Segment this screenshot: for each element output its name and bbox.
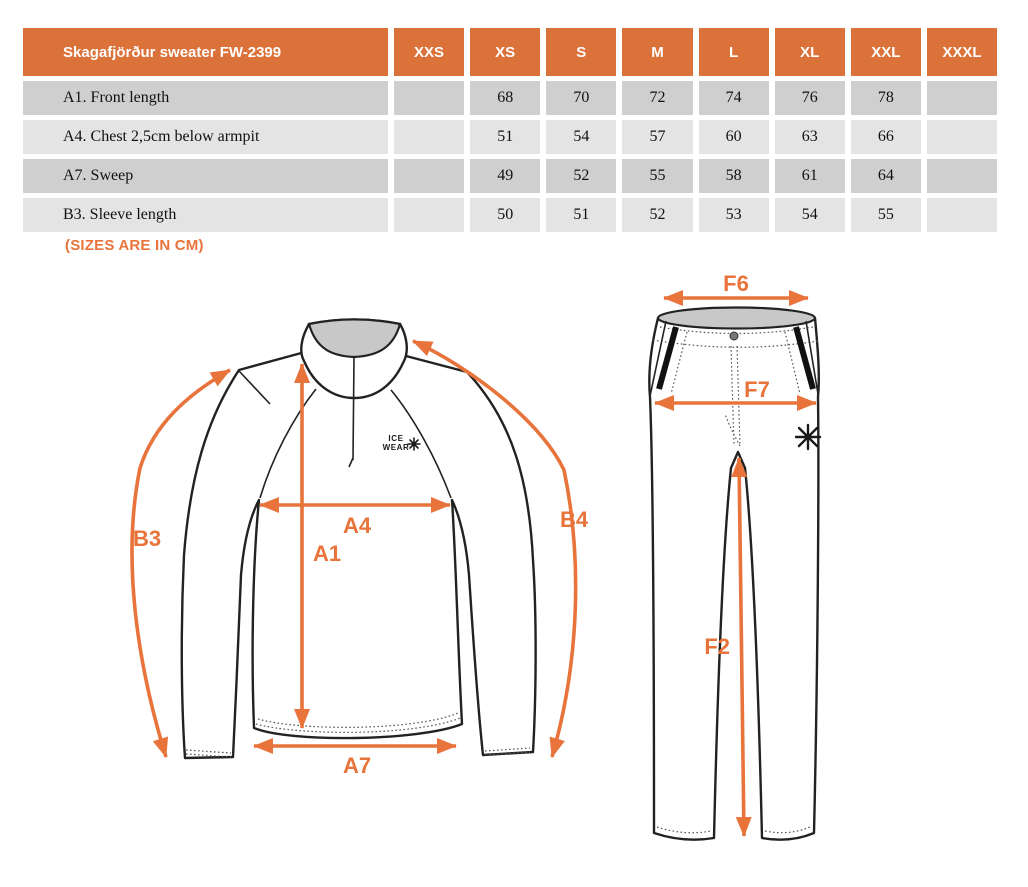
sweater-body-outline bbox=[182, 351, 536, 758]
row-label: A7. Sweep bbox=[23, 159, 388, 193]
cell: 51 bbox=[470, 120, 540, 154]
label-b3: B3 bbox=[132, 526, 162, 551]
cell: 55 bbox=[851, 198, 921, 232]
cell: 50 bbox=[470, 198, 540, 232]
cell: 57 bbox=[622, 120, 692, 154]
col-header-l: L bbox=[699, 28, 769, 76]
pants-body-outline bbox=[649, 318, 819, 840]
snowflake-icon bbox=[796, 425, 820, 449]
pants-diagram bbox=[649, 271, 820, 840]
label-f7: F7 bbox=[744, 377, 770, 402]
cell: 55 bbox=[622, 159, 692, 193]
waistband-top bbox=[658, 308, 815, 329]
cell: 68 bbox=[470, 81, 540, 115]
cell: 51 bbox=[546, 198, 616, 232]
cell: 63 bbox=[775, 120, 845, 154]
label-a7: A7 bbox=[342, 753, 372, 778]
brand-logo-text: WEAR bbox=[382, 443, 410, 452]
brand-logo-text: ICE bbox=[388, 434, 404, 443]
cell: 58 bbox=[699, 159, 769, 193]
cell: 70 bbox=[546, 81, 616, 115]
snowflake-icon bbox=[408, 438, 420, 450]
cell: 74 bbox=[699, 81, 769, 115]
label-f6: F6 bbox=[723, 271, 749, 296]
label-a1: A1 bbox=[313, 541, 342, 566]
label-a4: A4 bbox=[342, 513, 372, 538]
cell: 53 bbox=[699, 198, 769, 232]
cell: 52 bbox=[622, 198, 692, 232]
cell: 78 bbox=[851, 81, 921, 115]
cell: 76 bbox=[775, 81, 845, 115]
label-f2: F2 bbox=[704, 634, 730, 659]
row-label: A4. Chest 2,5cm below armpit bbox=[23, 120, 388, 154]
row-label: B3. Sleeve length bbox=[23, 198, 388, 232]
waist-button bbox=[730, 332, 738, 340]
sizes-note: (SIZES ARE IN CM) bbox=[65, 237, 204, 254]
cell: 54 bbox=[775, 198, 845, 232]
cell: 66 bbox=[851, 120, 921, 154]
arrow-f2 bbox=[739, 458, 744, 836]
label-b4: B4 bbox=[559, 507, 589, 532]
row-label: A1. Front length bbox=[23, 81, 388, 115]
table-title: Skagafjörður sweater FW-2399 bbox=[23, 28, 388, 76]
col-header-xxxl: XXXL bbox=[927, 28, 997, 76]
col-header-xxs: XXS bbox=[394, 28, 464, 76]
col-header-xxl: XXL bbox=[851, 28, 921, 76]
col-header-m: M bbox=[622, 28, 692, 76]
cell: 52 bbox=[546, 159, 616, 193]
col-header-xs: XS bbox=[470, 28, 540, 76]
cell: 61 bbox=[775, 159, 845, 193]
cell: 60 bbox=[699, 120, 769, 154]
col-header-xl: XL bbox=[775, 28, 845, 76]
cell: 54 bbox=[546, 120, 616, 154]
cell: 64 bbox=[851, 159, 921, 193]
cell: 49 bbox=[470, 159, 540, 193]
cell: 72 bbox=[622, 81, 692, 115]
sweater-diagram bbox=[132, 320, 589, 779]
col-header-s: S bbox=[546, 28, 616, 76]
